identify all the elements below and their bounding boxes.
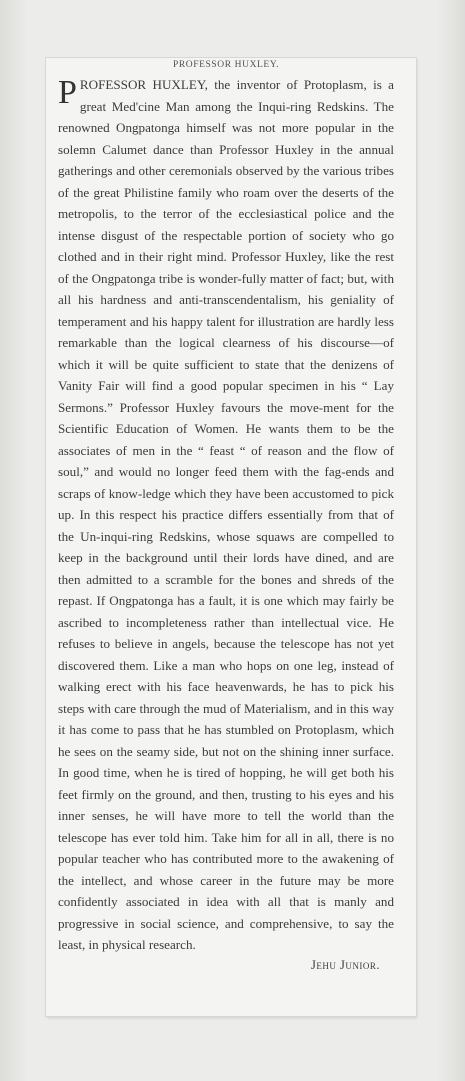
signature: Jehu Junior. [311, 957, 380, 972]
article-body [58, 74, 394, 956]
article [58, 60, 394, 1000]
article-body-text: ROFESSOR HUXLEY, the inventor of Protoplasm, is a great Med'cine Man among the Inqui-ring Redskins. The renowned Ongpatonga himself was not more popular in the solemn Calumet dance than Professor Huxley in the annual gatherings and other ceremonials observed by the various tribes of the great Philistine family who roam over the deserts of the metropolis, to the terror of the ecclesiastical police and the intense disgust of the respectable portion of society who go clothed and in their right mind. Professor Huxley, like the rest of the Ongpatonga tribe is wonder-fully matter of fact; but, with all his hardness and anti-transcendentalism, his geniality of temperament and his happy talent for illustration are hardly less remarkable than the logical clearness of his discourse—of which it will be quite sufficient to state that the denizens of Vanity Fair will find a good popular specimen in his “ Lay Sermons.” Professor Huxley favours the move-ment for the Scientific Education of Women. He wants them to be the associates of men in the “ feast “ of reason and the flow of soul,” and would no longer feed them with the fag-ends and scraps of know-ledge which they have been accustomed to pick up. In this respect his practice differs essentially from that of the Un-inqui-ring Redskins, whose squaws are compelled to keep in the background until their lords have dined, and are then admitted to a scramble for the bones and shreds of the repast. If Ongpatonga has a fault, it is one which may fairly be ascribed to incompleteness rather than intellectual vice. He refuses to believe in angels, because the telescope has not yet discovered them. Like a man who hops on one leg, instead of walking erect with his face heavenwards, he has to pick his steps with care through the mud of Materialism, and in this way it has come to pass that he has stumbled on Protoplasm, which he sees on the seamy side, but not on the shining inner surface. In good time, when he is tired of hopping, he will get both his feet firmly on the ground, and then, trusting to his eyes and his inner senses, he will have more to tell the world than the telescope has ever told him. Take him for all in all, there is no popular teacher who has contributed more to the awakening of the intellect, and whose career in the future may be more confidently associated in idea with all that is manly and progressive in social science, and comprehensive, to say the least, in physical research. [58, 77, 394, 952]
running-head: PROFESSOR HUXLEY. [172, 60, 280, 70]
drop-cap: P [58, 74, 77, 111]
